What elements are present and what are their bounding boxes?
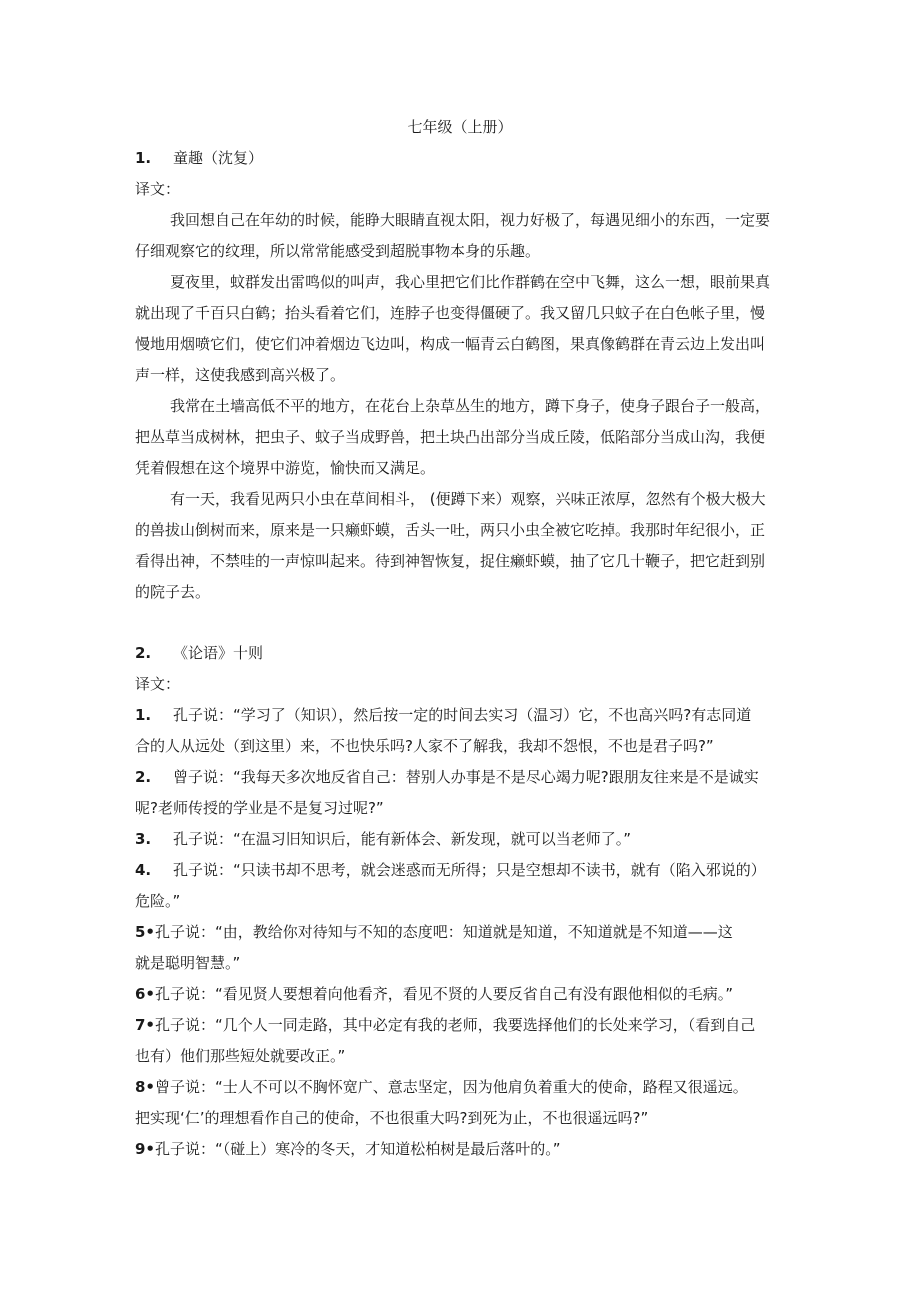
- page-title: 七年级（上册）: [407, 118, 513, 136]
- section-1-heading: [135, 148, 263, 168]
- list-item-number: 4.: [135, 861, 152, 879]
- list-item-text: 孔子说：“在温习旧知识后，能有新体会、新发现，就可以当老师了。”: [173, 830, 632, 848]
- section-2-heading: [135, 643, 263, 663]
- list-item-number: 8•: [135, 1078, 156, 1096]
- list-item-text: 孔子说：“（碰上）寒冷的冬天，才知道松柏树是最后落叶的。”: [155, 1140, 561, 1158]
- list-item-continuation: 合的人从远处（到这里）来，不也快乐吗?人家不了解我，我却不怨恨，不也是君子吗?”: [135, 737, 714, 755]
- paragraph-line: 的院子去。: [135, 583, 211, 601]
- list-item: [135, 1139, 561, 1159]
- paragraph-line: 慢地用烟喷它们，使它们冲着烟边飞边叫，构成一幅青云白鹤图，果真像鹤群在青云边上发出叫: [135, 335, 766, 353]
- paragraph-line: 凭着假想在这个境界中游览，愉快而又满足。: [135, 459, 436, 477]
- list-item-continuation: 把实现‘仁’的理想看作自己的使命，不也很重大吗?到死为止，不也很遥远吗?”: [135, 1109, 649, 1127]
- list-item: [135, 1015, 755, 1035]
- paragraph-line: 声一样，这使我感到高兴极了。: [135, 366, 346, 384]
- section-2-title: 《论语》十则: [173, 644, 264, 662]
- list-item-number: 6•: [135, 985, 156, 1003]
- list-item-number: 3.: [135, 830, 152, 848]
- list-item-text: 曾子说：“士人不可以不胸怀宽广、意志坚定，因为他肩负着重大的使命，路程又很遥远。: [155, 1078, 748, 1096]
- list-item-text: 孔子说：“几个人一同走路，其中必定有我的老师，我要选择他们的长处来学习，（看到自己: [155, 1016, 756, 1034]
- list-item-number: 9•: [135, 1140, 156, 1158]
- paragraph-line: 把丛草当成树林，把虫子、蚊子当成野兽，把土块凸出部分当成丘陵，低陷部分当成山沟，我便: [135, 428, 766, 446]
- list-item-text: 孔子说：“由，教给你对待知与不知的态度吧：知道就是知道，不知道就是不知道——这: [155, 923, 733, 941]
- list-item-number: 7•: [135, 1016, 156, 1034]
- section-1-label: 译文：: [135, 180, 181, 198]
- list-item: [135, 705, 751, 725]
- list-item-continuation: 也有）他们那些短处就要改正。”: [135, 1047, 346, 1065]
- list-item-text: 曾子说：“我每天多次地反省自己：替别人办事是不是尽心竭力呢?跟朋友往来是不是诚实: [173, 768, 759, 786]
- list-item-continuation: 呢?老师传授的学业是不是复习过呢?”: [135, 799, 384, 817]
- list-item-number: 1.: [135, 706, 152, 724]
- list-item-text: 孔子说：“学习了（知识），然后按一定的时间去实习（温习）它，不也高兴吗?有志同道: [173, 706, 752, 724]
- list-item: [135, 860, 766, 880]
- list-item: [135, 829, 631, 849]
- paragraph-line: 我回想自己在年幼的时候，能睁大眼睛直视太阳，视力好极了，每遇见细小的东西，一定要: [170, 211, 771, 229]
- list-item-continuation: 危险。”: [135, 892, 181, 910]
- list-item-number: 2.: [135, 768, 152, 786]
- section-1-title: 童趣（沈复）: [173, 149, 264, 167]
- list-item: [135, 922, 733, 942]
- paragraph-line: 夏夜里，蚊群发出雷鸣似的叫声，我心里把它们比作群鹤在空中飞舞，这么一想，眼前果真: [170, 273, 771, 291]
- list-item: [135, 984, 733, 1004]
- paragraph-line: 看得出神，不禁哇的一声惊叫起来。待到神智恢复，捉住癞虾蟆，抽了它几十鞭子，把它赶到别: [135, 552, 766, 570]
- list-item-text: 孔子说：“看见贤人要想着向他看齐，看见不贤的人要反省自己有没有跟他相似的毛病。”: [155, 985, 734, 1003]
- paragraph-line: 仔细观察它的纹理，所以常常能感受到超脱事物本身的乐趣。: [135, 242, 541, 260]
- paragraph-line: 的兽拔山倒树而来，原来是一只癞虾蟆，舌头一吐，两只小虫全被它吃掉。我那时年纪很小，正: [135, 521, 766, 539]
- paragraph-line: 我常在土墙高低不平的地方，在花台上杂草丛生的地方，蹲下身子，使身子跟台子一般高，: [170, 397, 771, 415]
- section-1-number: 1.: [135, 149, 152, 167]
- list-item-number: 5•: [135, 923, 156, 941]
- list-item-text: 孔子说：“只读书却不思考，就会迷惑而无所得；只是空想却不读书，就有（陷入邪说的）: [173, 861, 766, 879]
- list-item: [135, 1077, 748, 1097]
- section-2-number: 2.: [135, 644, 152, 662]
- list-item-continuation: 就是聪明智慧。”: [135, 954, 241, 972]
- list-item: [135, 767, 759, 787]
- section-2-label: 译文：: [135, 675, 181, 693]
- paragraph-line: 有一天，我看见两只小虫在草间相斗， (便蹲下来）观察，兴味正浓厚，忽然有个极大极大: [170, 490, 766, 508]
- paragraph-line: 就出现了千百只白鹤；抬头看着它们，连脖子也变得僵硬了。我又留几只蚊子在白色帐子里，慢: [135, 304, 766, 322]
